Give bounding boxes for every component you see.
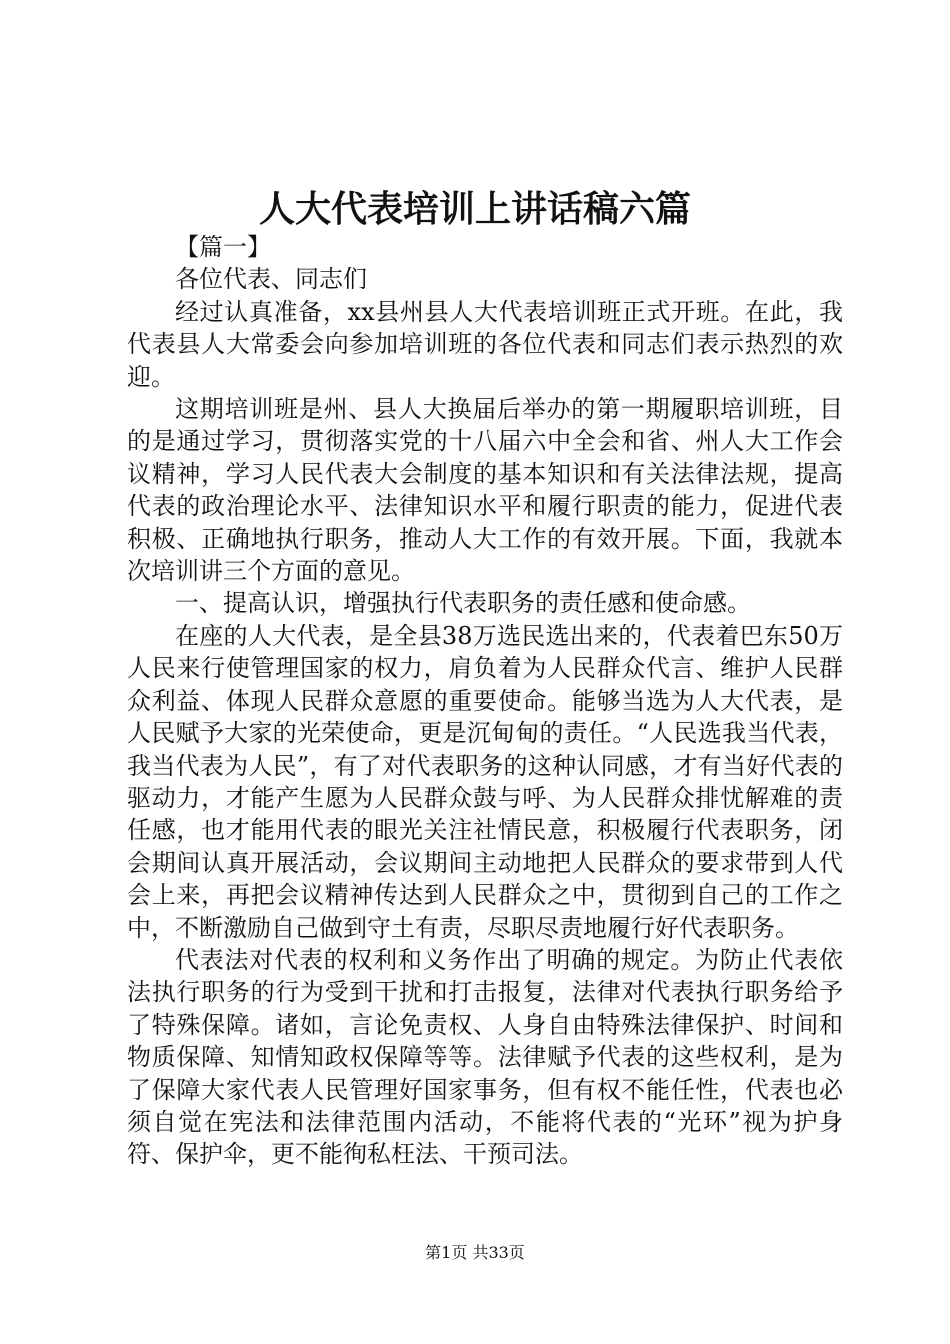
document-body: [127, 231, 843, 1171]
document-title: 人大代表培训上讲话稿六篇: [258, 188, 691, 230]
page-footer: 第1页 共33页: [425, 1243, 525, 1262]
salutation: 各位代表、同志们: [175, 265, 367, 294]
body-paragraph: 这期培训班是州、县人大换届后举办的第一期履职培训班，目的是通过学习，贯彻落实党的十八届六中全会和省、州人大工作会议精神，学习人民代表大会制度的基本知识和有关法律法规，提高代表的政治理论水平、法律知识水平和履行职责的能力，促进代表积极、正确地执行职务，推动人大工作的有效开展。下面，我就本次培训讲三个方面的意见。: [127, 395, 843, 586]
body-paragraph: 经过认真准备，xx县州县人大代表培训班正式开班。在此，我代表县人大常委会向参加培训班的各位代表和同志们表示热烈的欢迎。: [127, 297, 843, 391]
subsection-heading: 一、提高认识，增强执行代表职务的责任感和使命感。: [175, 589, 751, 618]
body-paragraph: 在座的人大代表，是全县38万选民选出来的，代表着巴东50万人民来行使管理国家的权力，肩负着为人民群众代言、维护人民群众利益、体现人民群众意愿的重要使命。能够当选为人大代表，是人民赋予大家的光荣使命，更是沉甸甸的责任。“人民选我当代表，我当代表为人民”，有了对代表职务的这种认同感，才有当好代表的驱动力，才能产生愿为人民群众鼓与呼、为人民群众排忧解难的责任感，也才能用代表的眼光关注社情民意，积极履行代表职务，闭会期间认真开展活动，会议期间主动地把人民群众的要求带到人代会上来，再把会议精神传达到人民群众之中，贯彻到自己的工作之中，不断激励自己做到守土有责，尽职尽责地履行好代表职务。: [127, 621, 843, 942]
section-heading: 【篇一】: [175, 233, 271, 261]
body-paragraph: 代表法对代表的权利和义务作出了明确的规定。为防止代表依法执行职务的行为受到干扰和打击报复，法律对代表执行职务给予了特殊保障。诸如，言论免责权、人身自由特殊法律保护、时间和物质保障、知情知政权保障等等。法律赋予代表的这些权利，是为了保障大家代表人民管理好国家事务，但有权不能任性，代表也必须自觉在宪法和法律范围内活动，不能将代表的“光环”视为护身符、保护伞，更不能徇私枉法、干预司法。: [127, 945, 843, 1169]
